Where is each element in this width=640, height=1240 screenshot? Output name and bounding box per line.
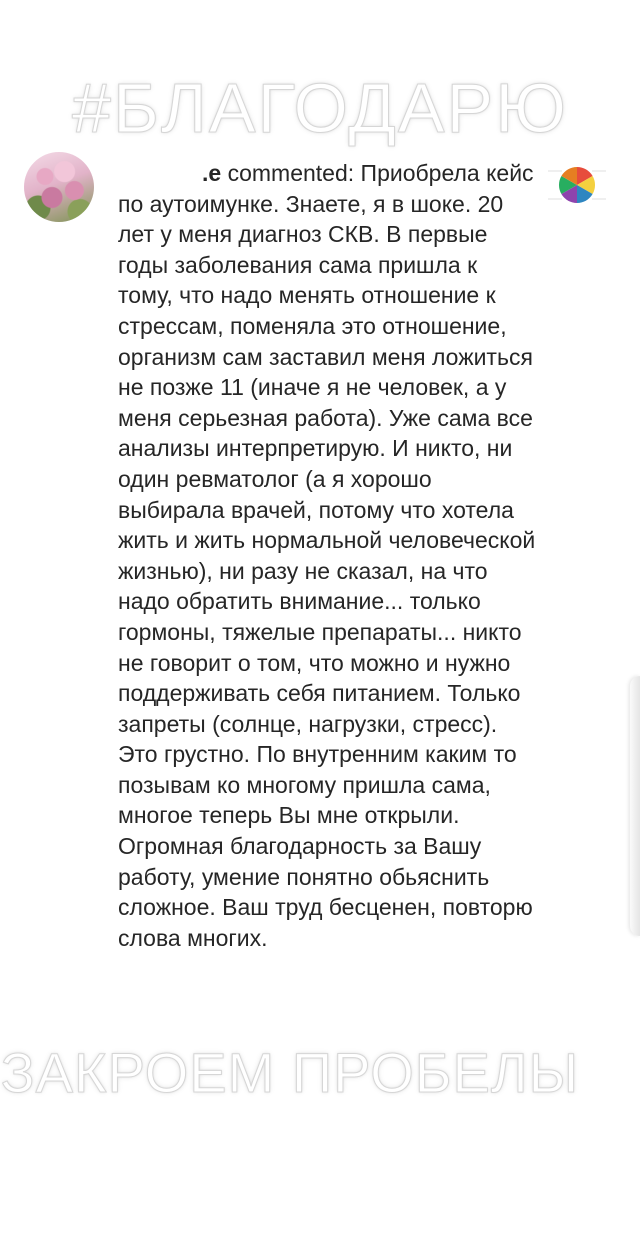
avatar[interactable] bbox=[24, 152, 94, 222]
comment-username[interactable]: .e bbox=[118, 160, 221, 186]
scroll-indicator[interactable] bbox=[630, 676, 640, 936]
username-redaction bbox=[118, 164, 202, 182]
comment-action: commented: bbox=[221, 160, 361, 186]
closing-overlay: ЗАКРОЕМ ПРОБЕЛЫ bbox=[0, 1041, 580, 1104]
comment-body bbox=[118, 158, 538, 953]
hashtag-overlay: #БЛАГОДАРЮ bbox=[72, 69, 568, 147]
comment-text: Приобрела кейс по аутоимунке. Знаете, я в шоке. 20 лет у меня диагноз СКВ. В первые годы заболевания сама пришла к тому, что надо менять отношение к стрессам, поменяла это отношение, организм сам заставил меня ложиться не позже 11 (иначе я не человек, а у меня серьезная работа). Уже сама все анализы интерпретирую. И никто, ни один ревматолог (а я хорошо выбирала врачей, потому что хотела жить и жить нормальной человеческой жизнью), ни разу не сказал, на что надо обратить внимание... только гормоны, тяжелые препараты... никто не говорит о том, что можно и нужно поддерживать себя питанием. Только запреты (солнце, нагрузки, стресс). Это грустно. По внутренним каким то позывам ко многому пришла сама, многое теперь Вы мне открыли. Огромная благодарность за Вашу работу, умение понятно обьяснить сложное. Ваш труд бесценен, повторю слова многих. bbox=[118, 160, 536, 951]
pie-chart-thumbnail-icon[interactable] bbox=[548, 162, 606, 208]
